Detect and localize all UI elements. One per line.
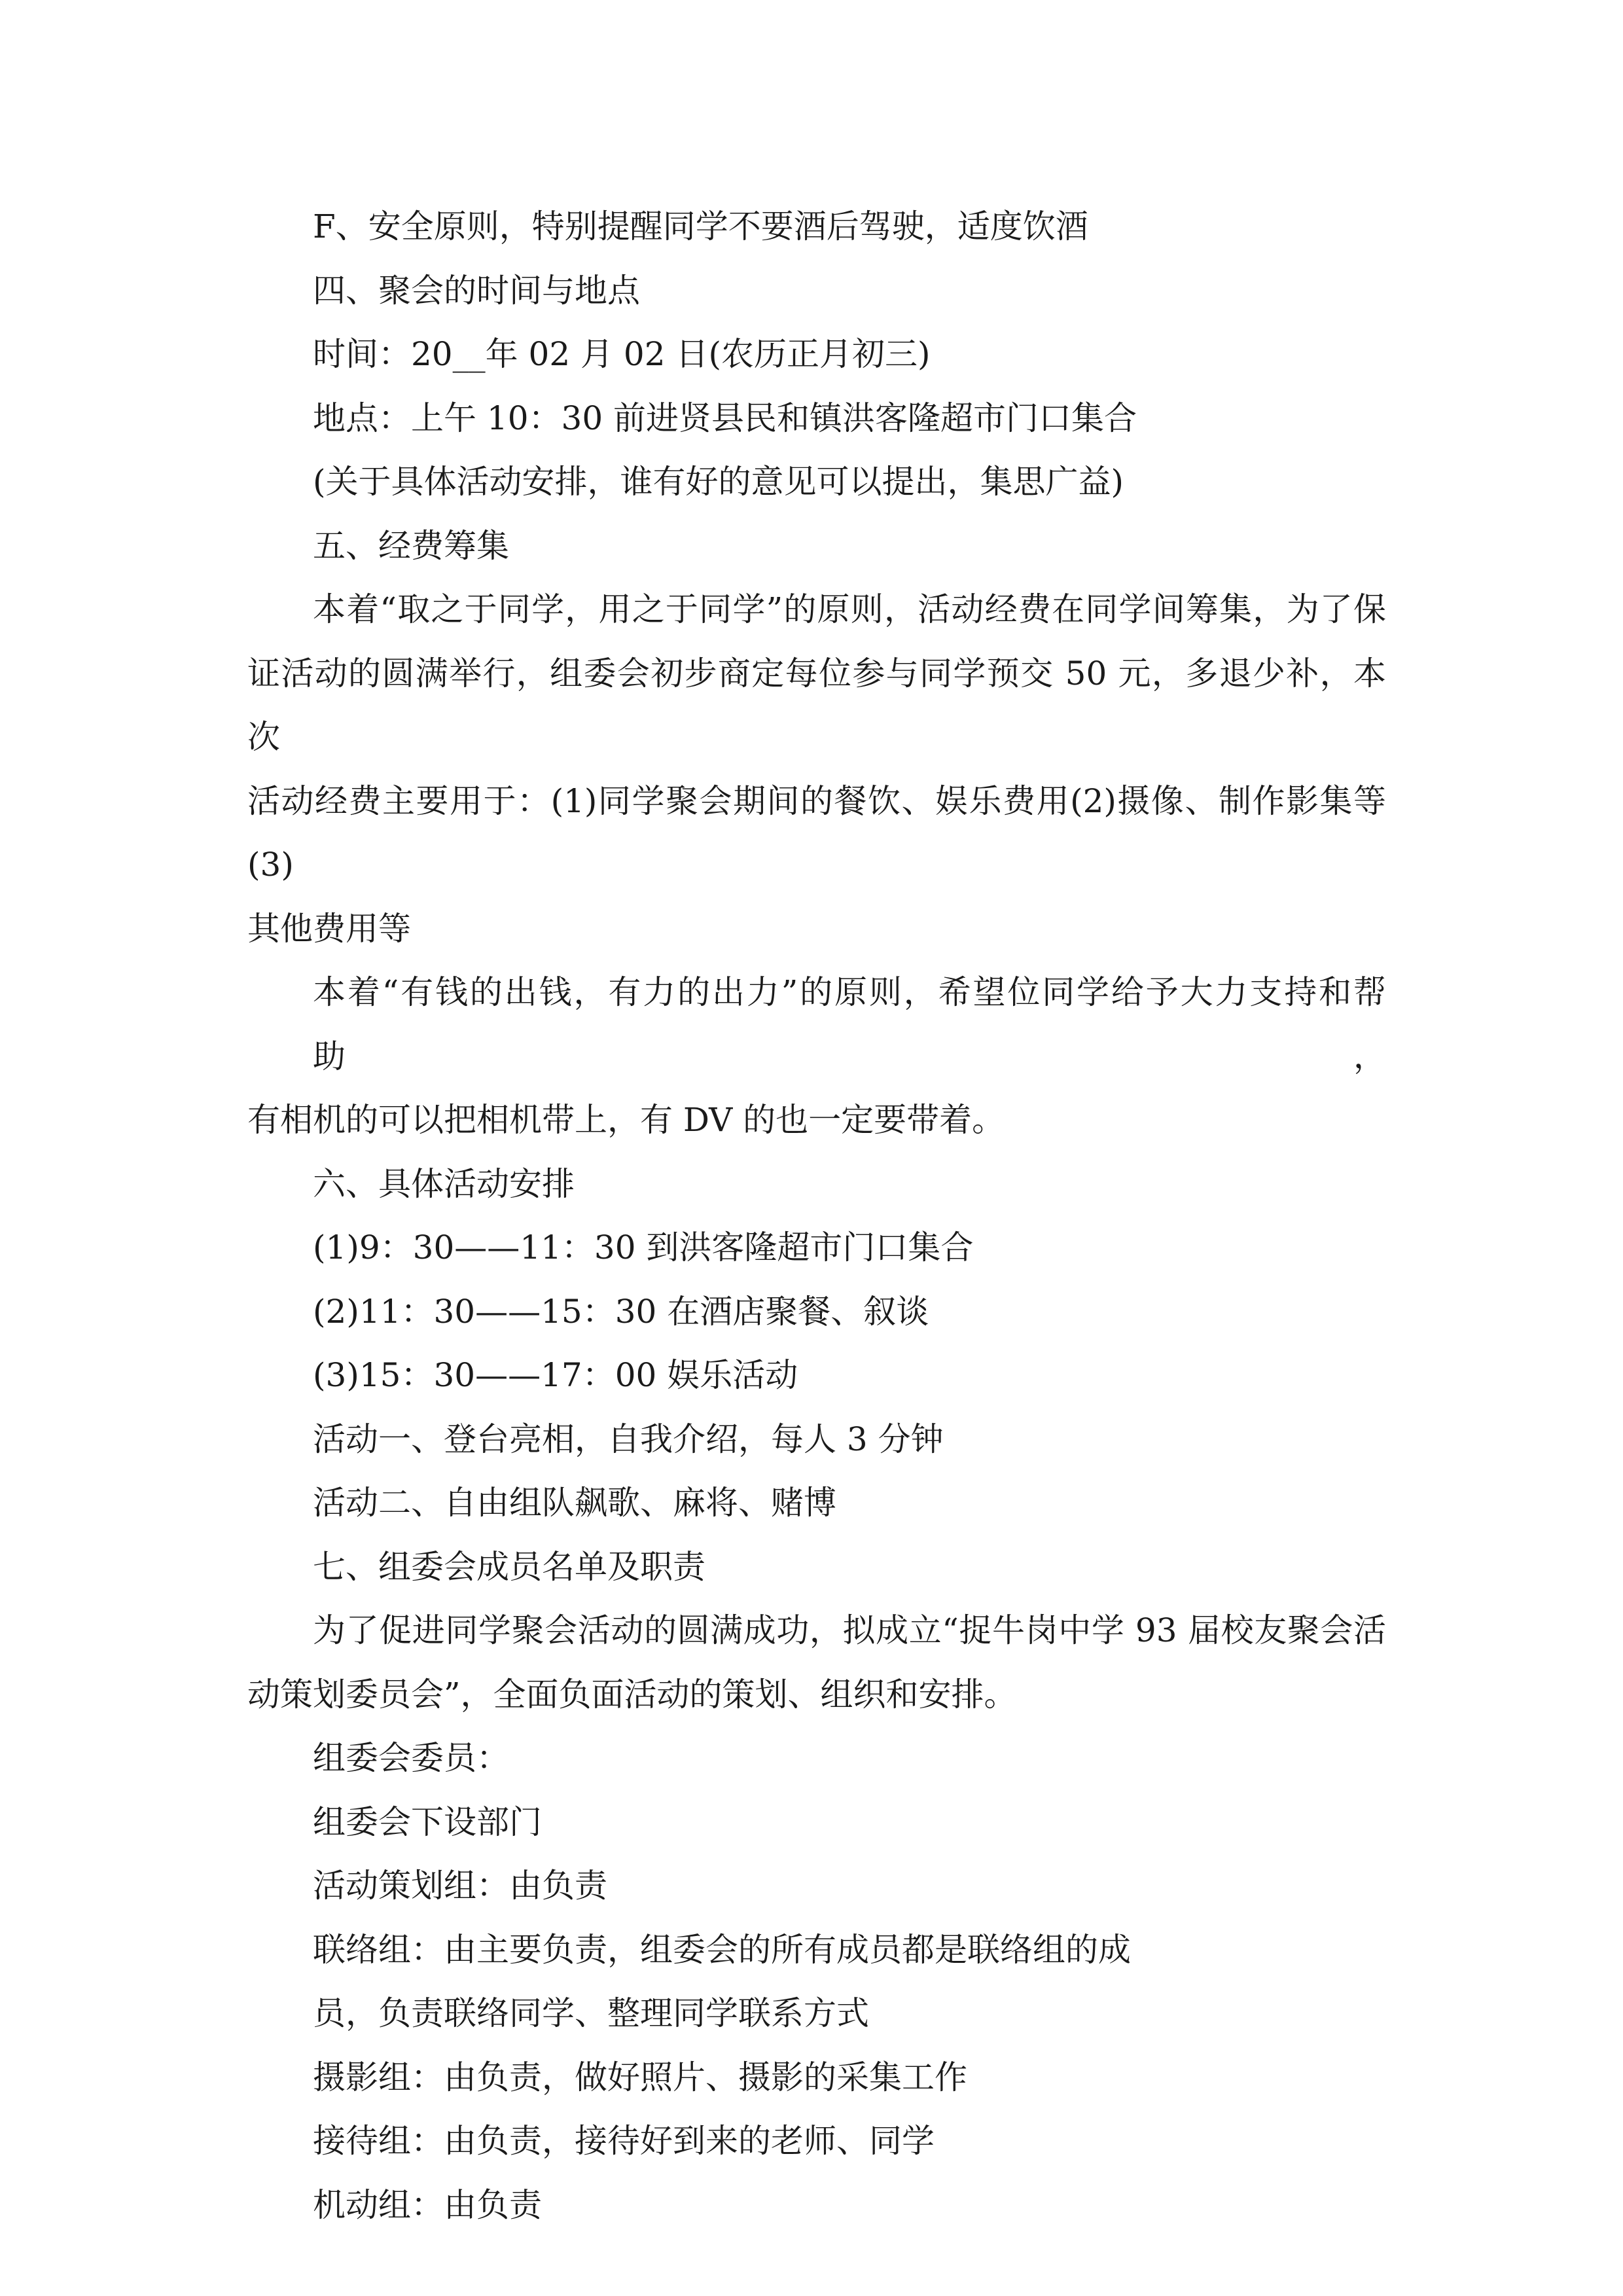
paragraph-line: 其他费用等: [247, 909, 411, 948]
paragraph-line: 为了促进同学聚会活动的圆满成功，拟成立“捉牛岗中学 93 届校友聚会活: [313, 1611, 1386, 1649]
text-line: 时间：20__年 02 月 02 日(农历正月初三): [313, 335, 931, 373]
section-heading: 四、聚会的时间与地点: [313, 271, 640, 310]
member-line: 联络组：由主要负责，组委会的所有成员都是联络组的成: [313, 1930, 1131, 1969]
text-line: 地点：上午 10：30 前进贤县民和镇洪客隆超市门口集合: [313, 399, 1137, 437]
text-line: (关于具体活动安排，谁有好的意见可以提出，集思广益): [313, 463, 1124, 501]
paragraph-line: 本着“取之于同学，用之于同学”的原则，活动经费在同学间筹集，为了保: [313, 590, 1386, 628]
member-line: 组委会下设部门: [313, 1803, 542, 1841]
schedule-item: (1)9：30——11：30 到洪客隆超市门口集合: [313, 1229, 974, 1266]
schedule-item: (3)15：30——17：00 娱乐活动: [313, 1356, 798, 1394]
member-line: 摄影组：由负责，做好照片、摄影的采集工作: [313, 2058, 967, 2096]
schedule-item: (2)11：30——15：30 在酒店聚餐、叙谈: [313, 1292, 929, 1331]
member-line: 接待组：由负责，接待好到来的老师、同学: [313, 2122, 935, 2160]
member-line: 机动组：由负责: [313, 2185, 542, 2224]
activity-item: 活动一、登台亮相，自我介绍，每人 3 分钟: [313, 1420, 944, 1458]
member-line: 活动策划组：由负责: [313, 1867, 607, 1905]
paragraph-line: 有相机的可以把相机带上，有 DV 的也一定要带着。: [247, 1101, 1005, 1139]
member-line: 员，负责联络同学、整理同学联系方式: [313, 1994, 869, 2032]
activity-item: 活动二、自由组队飙歌、麻将、赌博: [313, 1484, 836, 1522]
paragraph-line: 本着“有钱的出钱，有力的出力”的原则，希望位同学给予大力支持和帮助，: [313, 973, 1386, 1075]
paragraph-line: 活动经费主要用于：(1)同学聚会期间的餐饮、娱乐费用(2)摄像、制作影集等(3): [247, 781, 1386, 884]
document-body: [247, 195, 1386, 2237]
section-heading: 五、经费筹集: [313, 526, 509, 565]
member-line: 组委会委员：: [313, 1739, 509, 1777]
section-heading: 七、组委会成员名单及职责: [313, 1547, 705, 1586]
paragraph-line: 证活动的圆满举行，组委会初步商定每位参与同学预交 50 元，多退少补，本次: [247, 654, 1386, 756]
text-line: F、安全原则，特别提醒同学不要酒后驾驶，适度饮酒: [313, 207, 1088, 245]
section-heading: 六、具体活动安排: [313, 1164, 575, 1203]
paragraph-line: 动策划委员会”，全面负面活动的策划、组织和安排。: [247, 1675, 1017, 1713]
